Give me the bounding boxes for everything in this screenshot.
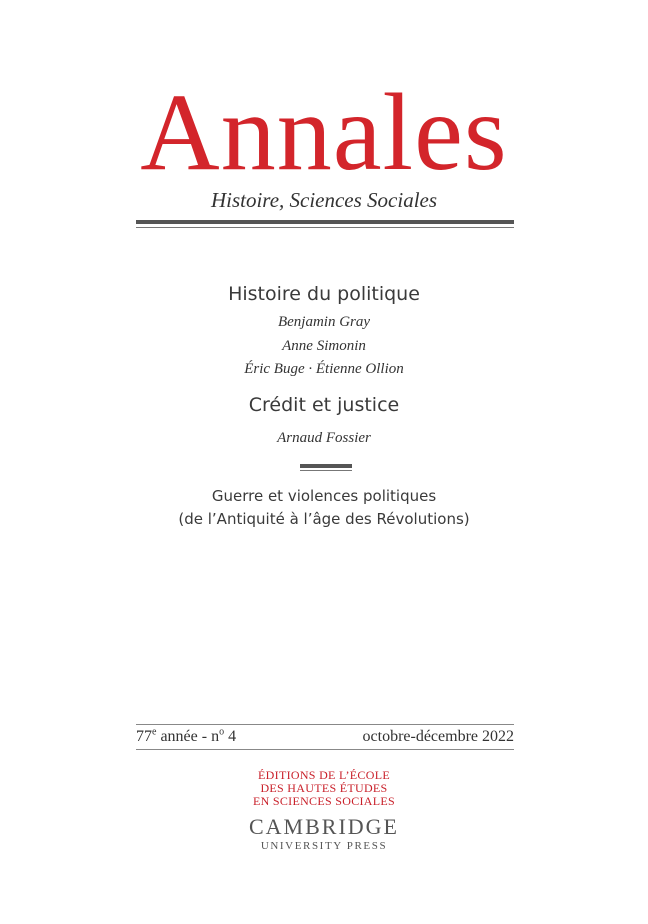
section-divider-thin (300, 470, 352, 471)
publisher-ehess-line-3: EN SCIENCES SOCIALES (252, 794, 395, 808)
masthead-rule-thin (136, 227, 514, 228)
issue-rule-bottom (136, 749, 514, 750)
publisher-ehess-line-1: ÉDITIONS DE L’ÉCOLE (258, 768, 390, 782)
section-heading-histoire-du-politique: Histoire du politique (228, 283, 420, 305)
issue-rule-top (136, 724, 514, 725)
publisher-ehess-line-2: DES HAUTES ÉTUDES (260, 781, 388, 795)
publisher-cambridge-press: UNIVERSITY PRESS (260, 840, 388, 852)
section-divider-thick (300, 464, 352, 468)
masthead-rule-thick (136, 220, 514, 224)
author-buge-ollion: Éric Buge · Étienne Ollion (244, 361, 404, 377)
section-heading-credit-et-justice: Crédit et justice (248, 394, 400, 416)
journal-subtitle: Histoire, Sciences Sociales (210, 188, 438, 212)
publisher-cambridge-name: CAMBRIDGE (248, 814, 399, 839)
theme-title-line-2: (de l’Antiquité à l’âge des Révolutions) (178, 510, 470, 528)
author-anne-simonin: Anne Simonin (282, 338, 366, 354)
theme-title-line-1: Guerre et violences politiques (211, 487, 437, 505)
issue-period: octobre-décembre 2022 (362, 728, 514, 745)
issue-volume-number: 77e année - $n^o$ 4 (136, 726, 237, 745)
author-benjamin-gray: Benjamin Gray (277, 314, 371, 330)
journal-title: Annales (140, 71, 508, 193)
author-arnaud-fossier: Arnaud Fossier (277, 430, 371, 446)
